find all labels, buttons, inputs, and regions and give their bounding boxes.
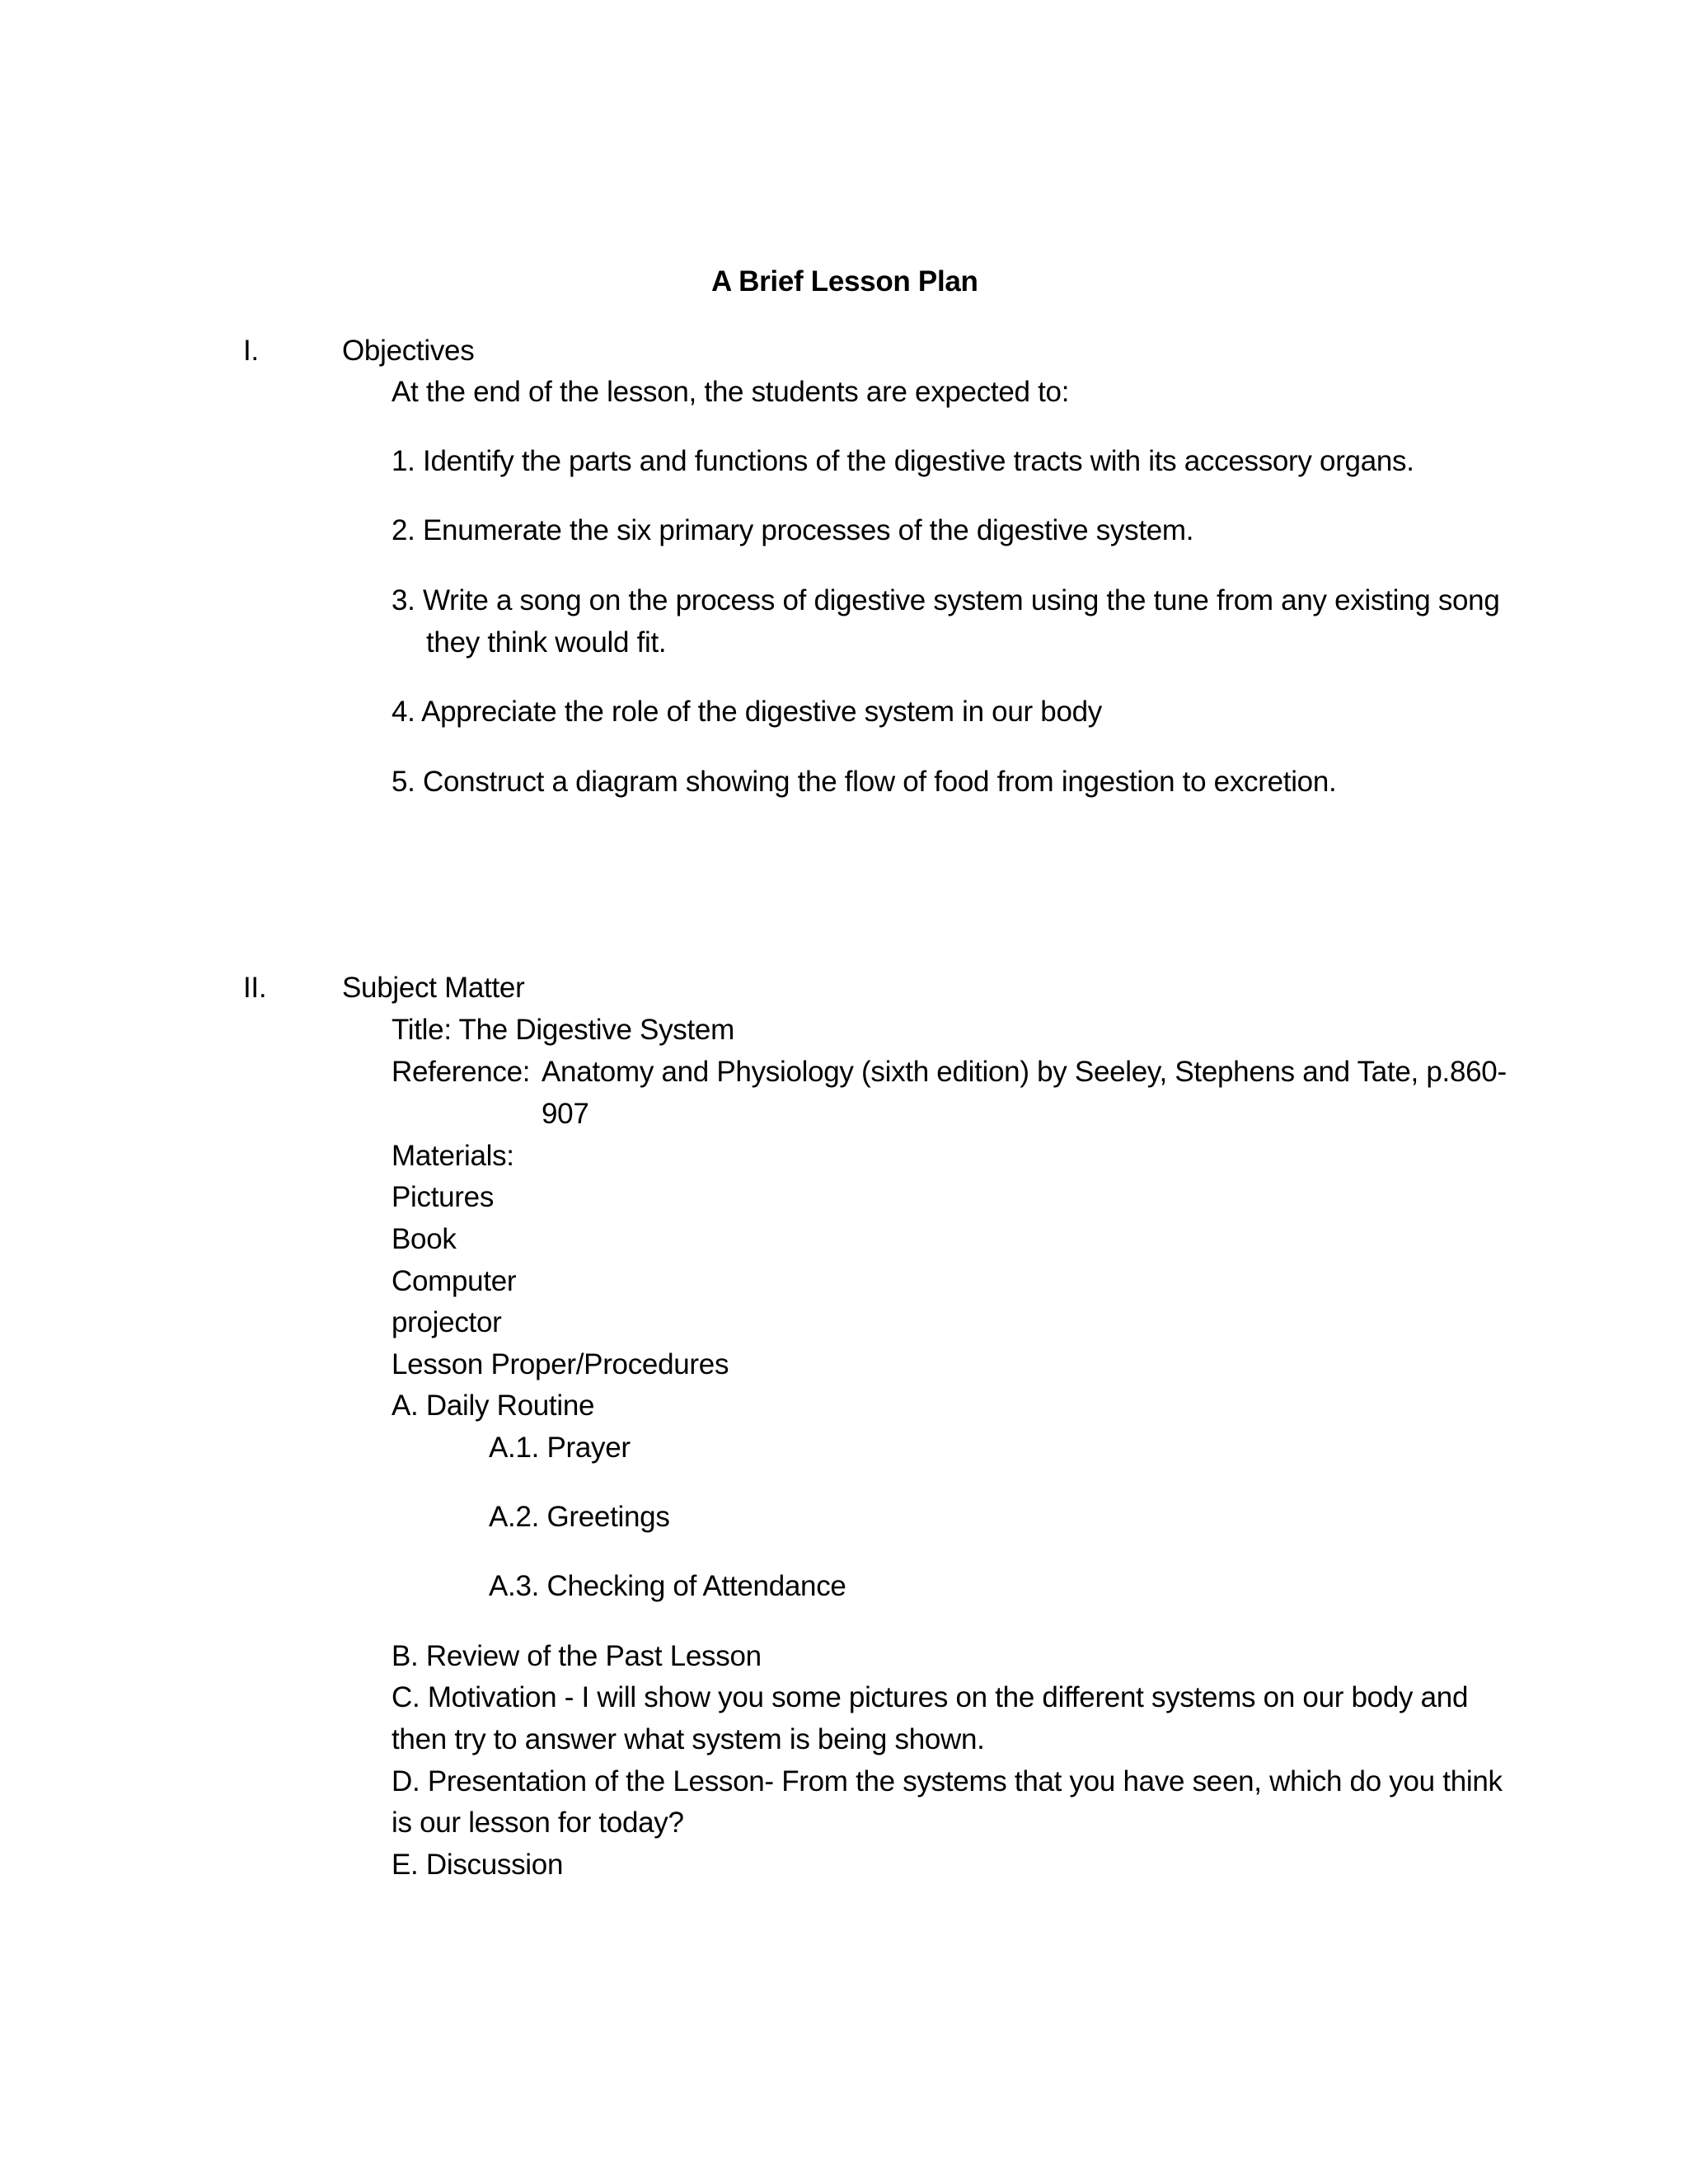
objective-item-3: 3. Write a song on the process of digestive system using the tune from any existing song <box>392 584 1500 616</box>
motivation-line-2: then try to answer what system is being shown. <box>392 1723 985 1755</box>
section-numeral-objectives: I. <box>243 335 259 367</box>
presentation-line-2: is our lesson for today? <box>392 1807 684 1839</box>
objective-item-3-continued: they think would fit. <box>426 626 667 658</box>
reference-label: Reference: <box>392 1056 531 1088</box>
material-item: projector <box>392 1306 502 1338</box>
material-item: Pictures <box>392 1181 495 1213</box>
objective-item-4: 4. Appreciate the role of the digestive system in our body <box>392 696 1102 728</box>
material-item: Book <box>392 1223 457 1255</box>
objective-item-2: 2. Enumerate the six primary processes of the digestive system. <box>392 514 1194 546</box>
section-heading-objectives: Objectives <box>342 335 475 367</box>
objective-item-5: 5. Construct a diagram showing the flow of food from ingestion to excretion. <box>392 766 1337 798</box>
motivation-line-1: C. Motivation - I will show you some pictures on the different systems on our body and <box>392 1681 1469 1713</box>
reference-text-continued: 907 <box>542 1098 589 1130</box>
daily-routine: A. Daily Routine <box>392 1390 595 1422</box>
routine-item-attendance: A.3. Checking of Attendance <box>489 1570 846 1602</box>
material-item: Computer <box>392 1265 517 1297</box>
review-past-lesson: B. Review of the Past Lesson <box>392 1640 762 1672</box>
presentation-line-1: D. Presentation of the Lesson- From the systems that you have seen, which do you think <box>392 1765 1503 1797</box>
section-heading-subject-matter: Subject Matter <box>342 972 525 1004</box>
routine-item-prayer: A.1. Prayer <box>489 1432 631 1464</box>
objectives-intro: At the end of the lesson, the students are expected to: <box>392 376 1070 408</box>
objective-item-1: 1. Identify the parts and functions of the digestive tracts with its accessory organs. <box>392 445 1414 477</box>
procedures-label: Lesson Proper/Procedures <box>392 1348 729 1380</box>
discussion: E. Discussion <box>392 1849 564 1881</box>
reference-text: Anatomy and Physiology (sixth edition) by Seeley, Stephens and Tate, p.860- <box>542 1056 1507 1088</box>
document-title: A Brief Lesson Plan <box>711 265 978 298</box>
routine-item-greetings: A.2. Greetings <box>489 1501 670 1533</box>
subject-title: Title: The Digestive System <box>392 1014 734 1046</box>
materials-label: Materials: <box>392 1140 514 1172</box>
section-numeral-subject-matter: II. <box>243 972 267 1004</box>
